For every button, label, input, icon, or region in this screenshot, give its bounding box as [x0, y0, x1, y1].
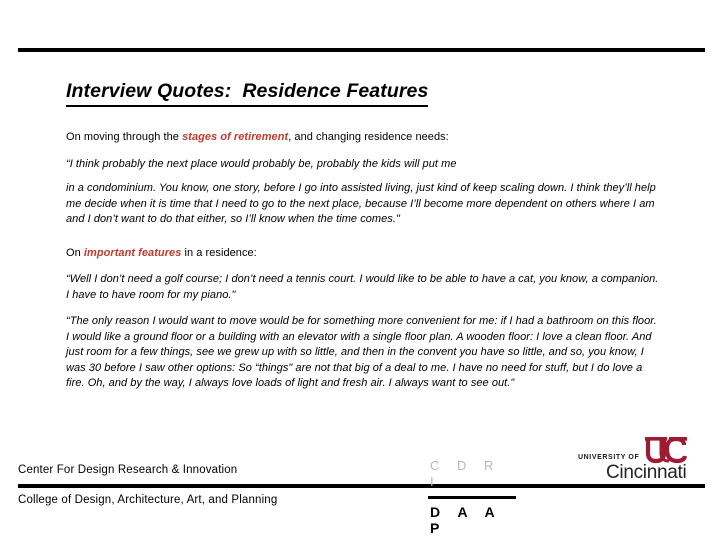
- lead-features-before: On: [66, 246, 84, 259]
- daap-logo-rule: [428, 496, 516, 499]
- uc-logo-university-of-text: UNIVERSITY OF: [578, 454, 640, 461]
- quote-1-first-line: “I think probably the next place would probably be, probably the kids will put me: [66, 157, 457, 170]
- quote-2: “Well I don’t need a golf course; I don’t need a tennis court. I would like to be able to have a cat, you know, a companion. I have to have room for my piano.": [66, 273, 659, 301]
- highlight-stages-of-retirement: stages of retirement: [182, 131, 289, 143]
- top-divider-rule: [18, 48, 705, 52]
- daap-logo-cdri-letters: C D R I: [430, 458, 501, 489]
- highlight-important-features: important features: [83, 246, 182, 259]
- lead-paragraph-features: [66, 246, 660, 262]
- lead-stages-before: On moving through the: [66, 131, 183, 143]
- daap-logo: [428, 458, 518, 536]
- university-of-cincinnati-logo: [578, 438, 706, 482]
- footer-divider-rule: [18, 484, 705, 488]
- quote-3: “The only reason I would want to move would be for something more convenient for me: if I had a bathroom on this floor. I would like a ground floor or a building with an elevator with a single floor plan. A wooden floor: I love a clean floor. And just room for a few things, see we grew up with so little, and then in the convent you have so little, and so, you know, I was 30 before I saw other options: So “things" are not that big of a deal to me. I have no need for stuff, but I do love a fire. Oh, and by the way, I always love loads of light and fresh air. I always want to see out.": [66, 315, 657, 389]
- quote-1-continuation: in a condominium. You know, one story, before I go into assisted living, just kind of keep scaling down. I think they’ll help me decide when it is time that I need to go to the next place, because I’ll become more dependent on others where I am and I don’t want to do that either, so I’ll know when the time comes.": [66, 182, 656, 225]
- uc-logo-cincinnati-text: Cincinnati: [606, 462, 687, 483]
- page-title: Interview Quotes: Residence Features: [66, 80, 428, 107]
- lead-features-after: in a residence:: [181, 246, 257, 259]
- daap-logo-daap-letters: D A A P: [430, 504, 502, 536]
- footer-college-name: College of Design, Architecture, Art, and Planning: [18, 494, 278, 506]
- lead-paragraph-stages: [66, 130, 660, 146]
- slide-body: [66, 130, 660, 392]
- lead-stages-after: , and changing residence needs:: [288, 131, 449, 143]
- footer-center-name: Center For Design Research & Innovation: [18, 464, 238, 476]
